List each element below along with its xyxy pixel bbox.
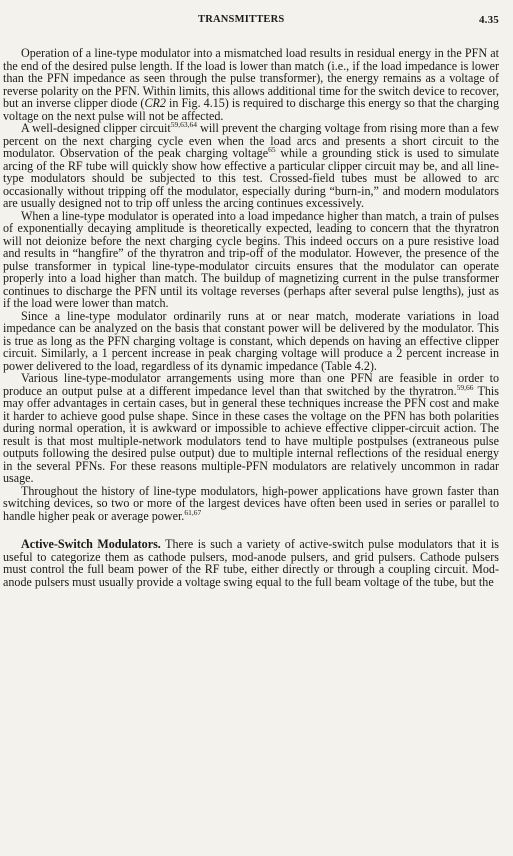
- running-head-title: TRANSMITTERS: [198, 14, 285, 25]
- reference-superscript: 59,63,64: [170, 120, 197, 129]
- paragraph-text: will prevent the charging voltage from rising more than a few percent on the next charging cycle even when the load arcs and presents a short circuit to the modulator. Observation of the peak charging voltage: [3, 121, 499, 160]
- paragraph-text: Throughout the history of line-type modulators, high-power applications have grown faster than switching devices, so two or more of the largest devices have often been used in series or parallel to handle higher peak or average power.: [3, 483, 499, 523]
- paragraph-residual-energy: [3, 47, 499, 122]
- reference-superscript: 59,66: [456, 382, 474, 392]
- paragraph-load-variations: Since a line-type modulator ordinarily runs at or near match, moderate variations in load impedance can be analyzed on the basis that constant power will be delivered by the modulator. This is true as long as the PFN charging voltage is constant, which depends on having an effective clipper circuit. Similarly, a 1 percent increase in peak charging voltage will produce a 2 percent increase in power delivered to the load, regardless of its dynamic impedance (Table 4.2).: [3, 308, 499, 373]
- section-heading: Active-Switch Modulators.: [21, 537, 161, 551]
- paragraph-multiple-pfn: [3, 372, 499, 485]
- paragraph-text: Various line-type-modulator arrangements using more than one PFN are feasible in order to produce an output pulse at a different impedance level than that switched by the thyratron.: [3, 371, 499, 398]
- reference-superscript: 61,67: [184, 507, 202, 517]
- paragraph-history: [3, 485, 499, 523]
- component-reference: CR2: [144, 96, 166, 110]
- paragraph-text: A well-designed clipper circuit: [21, 121, 171, 135]
- page-number: 4.35: [478, 14, 499, 26]
- reference-superscript: 65: [268, 145, 276, 154]
- paragraph-text: in Fig. 4.15) is required to discharge this energy so that the charging voltage on the next pulse will not be affected.: [3, 96, 499, 123]
- section-active-switch-modulators: [3, 538, 499, 588]
- paragraph-clipper-circuit: [3, 122, 499, 210]
- paragraph-text: Operation of a line-type modulator into a mismatched load results in residual energy in the PFN at the end of the desired pulse length. If the load is lower than match (i.e., if the load impedance is lower than the PFN impedance as seen through the pulse transformer), the energy remains as a voltage of reverse polarity on the PFN. Within limits, this allows additional time for the switch device to recover, but an inverse clipper diode (: [3, 46, 499, 110]
- paragraph-text: This may offer advantages in certain cases, but in general these techniques increase the PFN cost and make it harder to achieve good pulse shape. Since in these cases the voltage on the PFN has both polarities during normal operation, it is awkward or impossible to achieve effective clipper-circuit action. The result is that most multiple-network modulators tend to have multiple postpulses (extraneous pulse outputs following the desired pulse output) due to multiple internal reflections of the residual energy in the several PFNs. For these reasons multiple-PFN modulators are relatively uncommon in radar usage.: [3, 383, 499, 485]
- paragraph-text: while a grounding stick is used to simulate arcing of the RF tube will quickly show how effective a particular clipper circuit may be, and all line-type modulators should be subjected to this test. Crossed-field tubes must be allowed to arc occasionally without tripping off the modulator, especially during “burn-in,” and modern modulators are usually designed not to trip off unless the arcing continues excessively.: [3, 146, 499, 210]
- section-text: There is such a variety of active-switch pulse modulators that it is useful to categorize them as cathode pulsers, mod-anode pulsers, and grid pulsers. Cathode pulsers must control the full beam power of the RF tube, either directly or through a coupling circuit. Mod-anode pulsers must usually provide a voltage swing equal to the full beam voltage of the tube, but the: [3, 537, 500, 589]
- paragraph-higher-impedance: When a line-type modulator is operated into a load impedance higher than match, a train of pulses of exponentially decaying amplitude is theoretically expected, leading to concern that the thyratron will not deionize before the next charging cycle begins. This indeed occurs on a pure resistive load and results in “hangfire” of the thyratron and trip-off of the modulator. However, the presence of the pulse transformer in typical line-type-modulator circuits ensures that the modulator can operate properly into a load higher than match. The buildup of magnetizing current in the pulse transformer continues to discharge the PFN until its voltage reverses (perhaps after several pulse lengths), just as if the load were lower than match.: [3, 208, 499, 310]
- body-text: [3, 47, 499, 588]
- running-header: [3, 14, 499, 30]
